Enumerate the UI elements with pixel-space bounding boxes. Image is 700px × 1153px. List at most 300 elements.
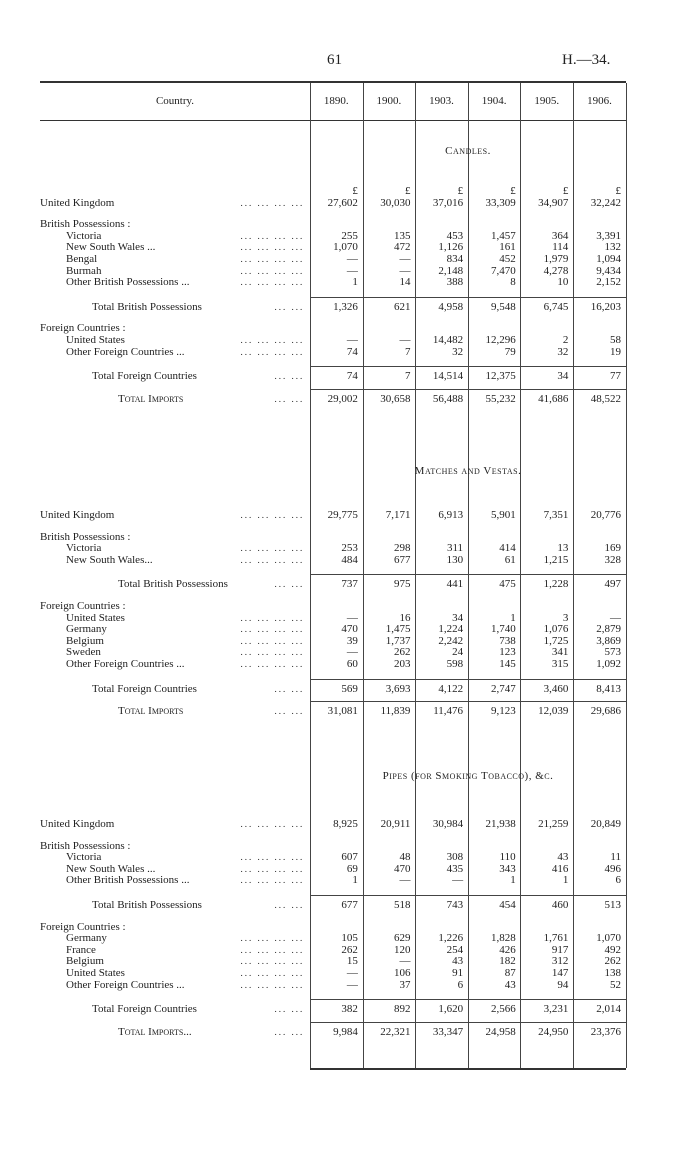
value-cell: 21,259 [538,819,569,830]
page-number: 61 [327,52,342,68]
row-label [40,254,310,266]
value-cell: 475 [468,575,521,591]
value-cell: 13 [557,543,569,555]
data-row [40,875,626,887]
value-cell: 3,460 [521,679,574,695]
value-cell [415,841,468,853]
value-cell: 37 [399,979,411,991]
value-cell: 518 [363,895,416,911]
row-label [40,601,310,613]
value-cell: 3,391 [596,230,621,242]
data-row [40,819,626,831]
value-cell: 29,002 [310,389,363,405]
value-cell: 12,375 [468,367,521,383]
value-cell [310,219,363,231]
year-header: 1905. [534,95,560,107]
dot-leader: ... ... ... ... [240,852,305,863]
row-label [40,945,310,957]
data-row [40,968,626,980]
value-cell: 497 [573,575,626,591]
year-header: 1890. [323,95,349,107]
row-label-text: Germany [66,624,107,636]
value-cell: 135 [393,230,411,242]
value-cell: 24,950 [521,1022,574,1038]
value-cell: 58 [610,334,621,346]
subtotal-row [40,297,626,313]
value-cell: 4,122 [415,679,468,695]
row-label [40,510,310,522]
value-cell: 677 [393,554,411,566]
value-cell: 147 [551,967,569,979]
value-cell [310,922,363,934]
value-cell: 69 [346,863,358,875]
value-cell: 598 [446,658,464,670]
value-cell: 1 [510,612,516,624]
value-cell: 2,879 [596,624,621,636]
currency-symbol: £ [510,186,516,197]
value-cell: 43 [452,956,464,968]
value-cell: 1,326 [310,297,363,313]
value-cell: 31,081 [310,702,363,718]
dot-leader: ... ... ... ... [240,346,305,357]
row-label-text: Total Foreign Countries [92,1003,197,1016]
subtotal-row [40,367,626,383]
value-cell [521,841,574,853]
value-cell: — [399,875,411,887]
row-label [40,980,310,992]
data-row [40,864,626,876]
value-cell: 262 [341,944,358,956]
value-cell: 23,376 [573,1022,626,1038]
value-cell: 388 [446,277,464,289]
row-label [40,841,310,853]
value-cell: 130 [446,554,464,566]
value-cell: — [346,647,358,659]
value-cell [573,841,626,853]
value-cell: 61 [504,554,516,566]
value-cell: 621 [363,297,416,313]
value-cell [521,922,574,934]
value-cell: 20,911 [380,819,411,830]
row-label-text: France [66,944,96,956]
value-cell: 32 [557,346,569,358]
subtotal-row [40,679,626,695]
group-heading-row [40,922,626,934]
row-label [40,367,310,383]
value-cell: 21,938 [485,819,516,830]
dot-leader: ... ... ... ... [240,624,305,635]
value-cell: 343 [499,863,516,875]
row-label [40,323,310,335]
data-row [40,335,626,347]
row-label-text: Total Imports [118,705,184,718]
value-cell: 1,215 [543,554,569,566]
value-cell: 12,296 [485,334,516,346]
data-row [40,659,626,671]
value-cell: 1,070 [596,933,621,945]
value-cell: 56,488 [415,389,468,405]
group-heading-row [40,323,626,335]
value-cell [521,219,574,231]
value-cell: 43 [557,852,569,864]
value-cell [573,922,626,934]
value-cell: 120 [393,944,411,956]
value-cell: 34,907 [538,197,569,209]
row-label [40,956,310,968]
data-row [40,347,626,359]
value-cell: 262 [393,647,411,659]
dot-leader: ... ... ... ... [240,265,305,276]
value-cell: 1,457 [490,230,516,242]
value-cell [521,601,574,613]
value-cell: 1,725 [543,635,569,647]
value-cell: 328 [604,554,621,566]
row-label [40,702,310,718]
data-row [40,510,626,522]
value-cell: 30,030 [380,197,411,209]
top-rule [40,81,626,83]
value-cell: 1 [562,875,569,887]
grand-total-row [40,702,626,718]
currency-row [40,186,626,198]
year-header: 1900. [376,95,402,107]
value-cell: 364 [551,230,569,242]
value-cell: 1,828 [490,933,516,945]
dot-leader: ... ... [274,899,305,910]
group-heading-row [40,219,626,231]
value-cell: 1,094 [596,253,621,265]
value-cell: 48,522 [573,389,626,405]
value-cell [573,601,626,613]
value-cell: 472 [393,242,411,254]
value-cell: — [346,334,358,346]
value-cell: 32 [452,346,464,358]
value-cell: — [346,253,358,265]
value-cell: 33,347 [415,1022,468,1038]
grand-total-row [40,1022,626,1038]
value-cell: 37,016 [432,197,464,209]
row-label-text: Germany [66,933,107,945]
row-label-text: Foreign Countries : [40,323,126,335]
value-cell: 6 [615,875,621,887]
value-cell: 79 [504,346,516,358]
dot-leader: ... ... ... ... [240,543,305,554]
value-cell: — [346,979,358,991]
value-cell: 382 [310,1000,363,1016]
value-cell: 77 [573,367,626,383]
value-cell: 1,228 [521,575,574,591]
row-label-text: Total Foreign Countries [92,370,197,383]
row-label [40,335,310,347]
row-label [40,647,310,659]
value-cell: 87 [504,967,516,979]
value-cell: 15 [346,956,358,968]
value-cell: 2,242 [438,635,464,647]
row-label [40,968,310,980]
value-cell: 48 [399,852,411,864]
dot-leader: ... ... [274,706,305,717]
value-cell: 496 [604,863,621,875]
year-header: 1903. [429,95,454,107]
data-row [40,945,626,957]
currency-symbol: £ [404,186,411,197]
value-cell: 74 [310,367,363,383]
dot-leader: ... ... ... ... [240,277,305,288]
value-cell: 106 [393,967,411,979]
value-cell: 441 [415,575,468,591]
value-cell: 4,958 [415,297,468,313]
row-label-text: United States [66,967,125,979]
row-label [40,895,310,911]
value-cell: 161 [499,242,516,254]
dot-leader: ... ... ... ... [240,875,305,886]
value-cell: 569 [310,679,363,695]
value-cell [521,532,574,544]
value-cell: 917 [551,944,569,956]
value-cell [468,601,521,613]
value-cell: 3,693 [363,679,416,695]
year-header: 1906. [587,95,612,107]
value-cell: 1,076 [543,624,569,636]
dot-leader: ... ... [274,579,305,590]
value-cell: 492 [604,944,621,956]
dot-leader: ... ... ... ... [240,979,305,990]
table-bottom-rule [310,1068,626,1070]
value-cell: 253 [341,543,358,555]
value-cell: 8,925 [333,819,358,830]
row-label [40,679,310,695]
value-cell: 2,152 [596,277,621,289]
row-label-text: New South Wales... [66,554,153,566]
dot-leader: ... ... ... ... [240,635,305,646]
value-cell: — [399,253,411,265]
value-cell: 24 [452,647,464,659]
row-label-text: United Kingdom [40,819,115,830]
row-label-text: Total British Possessions [118,578,228,591]
value-cell: 1,226 [438,933,464,945]
value-cell [363,532,416,544]
value-cell: 52 [610,979,621,991]
dot-leader: ... ... ... ... [240,658,305,669]
group-heading-row [40,841,626,853]
row-label [40,555,310,567]
value-cell: 1,761 [543,933,569,945]
value-cell: 677 [310,895,363,911]
value-cell [468,219,521,231]
row-label-text: Other British Possessions ... [66,277,190,289]
row-label [40,636,310,648]
value-cell: 114 [552,242,569,254]
value-cell: 460 [521,895,574,911]
value-cell: 132 [604,242,621,254]
value-cell: 7 [363,367,416,383]
row-label-text: United States [66,612,125,624]
value-cell: 55,232 [468,389,521,405]
value-cell: 2 [562,334,569,346]
row-label-text: British Possessions : [40,219,131,231]
currency-symbol: £ [615,186,621,197]
dot-leader: ... ... [274,1026,305,1037]
data-row [40,956,626,968]
value-cell: 2,014 [573,1000,626,1016]
value-cell [310,323,363,335]
value-cell: — [346,265,358,277]
row-label-text: Burmah [66,265,102,277]
value-cell: 484 [341,554,358,566]
dot-leader: ... ... [274,683,305,694]
value-cell [363,323,416,335]
data-row [40,980,626,992]
value-cell [310,601,363,613]
row-label [40,819,310,831]
value-cell: 34 [452,612,464,624]
row-label-text: Other Foreign Countries ... [66,346,185,358]
currency-symbol: £ [457,186,464,197]
value-cell: 16 [399,612,411,624]
value-cell [415,601,468,613]
row-label-text: United Kingdom [40,197,115,209]
currency-symbol: £ [352,186,358,197]
pipes-table [40,819,626,1038]
value-cell: 20,776 [590,510,621,521]
value-cell: 34 [521,367,574,383]
value-cell: 298 [393,543,411,555]
dot-leader: ... ... [274,1004,305,1015]
subtotal-row [40,575,626,591]
value-cell: 169 [604,543,621,555]
grand-total-row [40,389,626,405]
value-cell: 16,203 [573,297,626,313]
value-cell [363,219,416,231]
year-header: 1904. [481,95,507,107]
value-cell: 203 [393,658,411,670]
value-cell: — [346,612,358,624]
data-row [40,543,626,555]
value-cell: 41,686 [521,389,574,405]
dot-leader: ... ... [274,371,305,382]
value-cell: 30,984 [432,819,464,830]
row-label [40,1022,310,1038]
data-row [40,266,626,278]
row-label-text: Total British Possessions [92,300,202,313]
value-cell: 14,514 [415,367,468,383]
value-cell [468,323,521,335]
value-cell: 312 [551,956,569,968]
value-cell: 22,321 [363,1022,416,1038]
value-cell: 1,740 [490,624,516,636]
value-cell: 254 [446,944,464,956]
value-cell: 14 [399,277,411,289]
row-label-text: Bengal [66,253,98,265]
row-label [40,198,310,210]
value-cell: 74 [346,346,358,358]
value-cell: 20,849 [590,819,621,830]
value-cell: 1 [510,875,516,887]
value-cell: 8,413 [573,679,626,695]
row-label [40,242,310,254]
value-cell: 414 [499,543,516,555]
value-cell: — [346,967,358,979]
value-cell [310,532,363,544]
row-label-text: Total British Possessions [92,898,202,911]
value-cell: 19 [610,346,621,358]
header-country: Country. [155,95,195,107]
value-cell: — [399,334,411,346]
value-cell [468,532,521,544]
value-cell: — [399,956,411,968]
row-label [40,347,310,359]
value-cell: 311 [446,543,464,555]
row-label-text: Total Imports... [118,1025,192,1038]
value-cell: 94 [557,979,569,991]
value-cell: 975 [363,575,416,591]
dot-leader: ... ... ... ... [240,819,305,829]
row-label-text: Total Imports [118,392,184,405]
dot-leader: ... ... ... ... [240,944,305,955]
value-cell: 2,747 [468,679,521,695]
value-cell: 27,602 [327,197,358,209]
value-cell [521,323,574,335]
value-cell: 573 [604,647,621,659]
value-cell: 8 [510,277,516,289]
value-cell: 738 [499,635,516,647]
row-label [40,575,310,591]
value-cell: 1,092 [596,658,621,670]
data-row [40,647,626,659]
row-label [40,389,310,405]
value-cell: 9,434 [596,265,621,277]
row-label-text: Foreign Countries : [40,600,126,612]
value-cell: 29,686 [573,702,626,718]
row-label-text: Other British Possessions ... [66,875,190,887]
value-cell: 6,913 [438,510,464,521]
data-row [40,231,626,243]
value-cell: 1,737 [385,635,411,647]
data-row [40,933,626,945]
value-cell: 12,039 [521,702,574,718]
row-label-text: Foreign Countries : [40,921,126,933]
data-row [40,277,626,289]
data-row [40,555,626,567]
value-cell: 91 [452,967,464,979]
value-cell: 262 [604,956,621,968]
dot-leader: ... ... ... ... [240,554,305,565]
dot-leader: ... ... [274,301,305,312]
value-cell: 834 [446,253,464,265]
dot-leader: ... ... ... ... [240,956,305,967]
value-cell: 39 [346,635,358,647]
header-bottom-rule [40,120,626,121]
value-cell: 308 [446,852,464,864]
value-cell: 9,548 [468,297,521,313]
row-label [40,659,310,671]
row-label [40,266,310,278]
data-row [40,198,626,210]
value-cell: 743 [415,895,468,911]
value-cell: 32,242 [590,197,621,209]
value-cell: — [452,875,464,887]
row-label [40,933,310,945]
value-cell: 416 [551,863,569,875]
value-cell: 737 [310,575,363,591]
dot-leader: ... ... ... ... [240,334,305,345]
value-cell: 24,958 [468,1022,521,1038]
value-cell: 145 [499,658,516,670]
row-label-text: Other Foreign Countries ... [66,658,185,670]
row-label-text: Other Foreign Countries ... [66,979,185,991]
row-label-text: New South Wales ... [66,863,156,875]
value-cell: 3 [562,612,569,624]
